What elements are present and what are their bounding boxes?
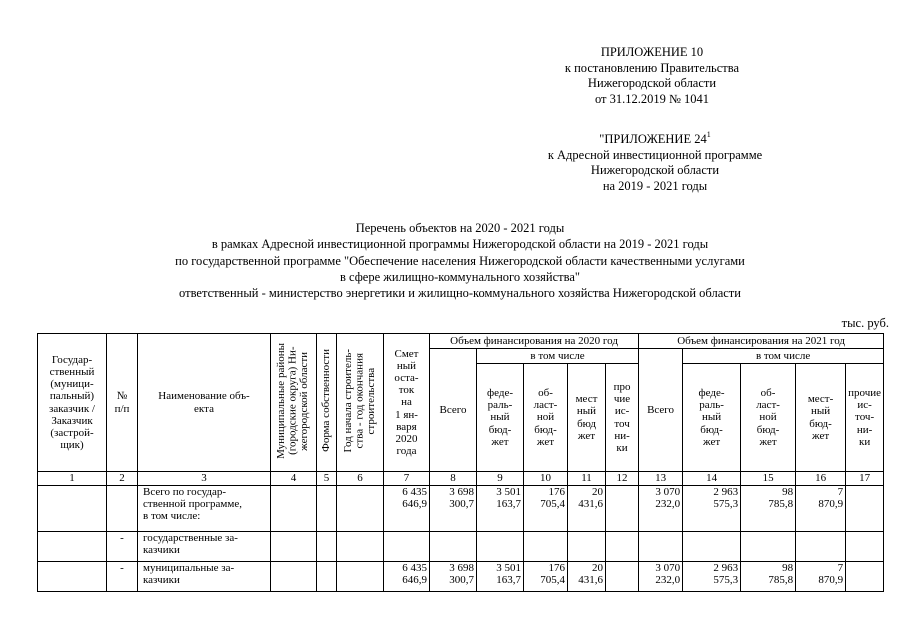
value-cell: 98 785,8 [741, 562, 796, 592]
col-header-ownership [317, 334, 337, 472]
value-cell [606, 562, 639, 592]
value-cell: 7 870,9 [796, 562, 846, 592]
col-header-federal-2021: феде- раль- ный бюд- жет [683, 364, 741, 472]
title-line: по государственной программе "Обеспечение населения Нижегородской области качественными услугами [175, 253, 745, 268]
row-name: Всего по государ- ственной программе, в том числе: [138, 486, 271, 532]
title-line: в сфере жилищно-коммунального хозяйства" [339, 269, 580, 284]
value-cell [796, 532, 846, 562]
appendix-10-header [520, 45, 784, 107]
table-cell [337, 532, 384, 562]
header-line: на 2019 - 2021 годы [602, 178, 708, 193]
value-cell [606, 532, 639, 562]
col-header-districts-text: Муниципальные районы (городские округа) Ни- жегородской области [275, 342, 311, 459]
row-number: - [107, 562, 138, 592]
value-cell [639, 532, 683, 562]
column-number: 3 [138, 472, 271, 486]
objects-table [37, 333, 884, 592]
col-header-financing-2021: Объем финансирования на 2021 год [639, 334, 884, 349]
value-cell: 3 070 232,0 [639, 562, 683, 592]
header-line: от 31.12.2019 № 1041 [594, 91, 710, 106]
value-cell [477, 532, 524, 562]
col-header-local-2021: мест- ный бюд- жет [796, 364, 846, 472]
value-cell [430, 532, 477, 562]
header-line [500, 132, 810, 148]
header-line: к постановлению Правительства [564, 60, 740, 75]
value-cell: 6 435 646,9 [384, 486, 430, 532]
header-line: Нижегородской области [590, 163, 720, 177]
value-cell: 2 963 575,3 [683, 562, 741, 592]
column-number: 1 [38, 472, 107, 486]
table-cell [337, 562, 384, 592]
table-row [38, 486, 884, 532]
column-number: 13 [639, 472, 683, 486]
column-number: 10 [524, 472, 568, 486]
column-number: 4 [271, 472, 317, 486]
value-cell [846, 532, 884, 562]
table-cell [38, 562, 107, 592]
table-cell [271, 562, 317, 592]
col-header-years-text: Год начала строитель- ства - год окончания строительства [341, 349, 377, 453]
value-cell [741, 532, 796, 562]
value-cell: 7 870,9 [796, 486, 846, 532]
col-header-years [337, 334, 384, 472]
header-line: Нижегородской области [587, 76, 717, 90]
column-number: 7 [384, 472, 430, 486]
column-number: 8 [430, 472, 477, 486]
title-line: ответственный - министерство энергетики и жилищно-коммунального хозяйства Нижегородской области [179, 286, 741, 301]
col-header-total-2020: Всего [430, 349, 477, 472]
table-cell [38, 486, 107, 532]
value-cell [846, 562, 884, 592]
header-line: ПРИЛОЖЕНИЕ 10 [600, 45, 704, 59]
column-number: 14 [683, 472, 741, 486]
value-cell [606, 486, 639, 532]
value-cell [568, 532, 606, 562]
col-header-districts [271, 334, 317, 472]
table-cell [271, 532, 317, 562]
column-number: 15 [741, 472, 796, 486]
col-header-object-name: Наименование объ- екта [138, 334, 271, 472]
header-line: к Адресной инвестиционной программе [547, 147, 763, 162]
col-header-ownership-text: Форма собственности [319, 349, 332, 453]
col-header-including-2021: в том числе [683, 349, 884, 364]
value-cell [846, 486, 884, 532]
value-cell: 6 435 646,9 [384, 562, 430, 592]
column-number: 9 [477, 472, 524, 486]
value-cell [524, 532, 568, 562]
col-header-estimated-balance: Смет ный оста- ток на 1 ян- варя 2020 года [384, 334, 430, 472]
value-cell: 3 070 232,0 [639, 486, 683, 532]
column-number: 16 [796, 472, 846, 486]
col-header-local-2020: мест ный бюд жет [568, 364, 606, 472]
value-cell: 3 501 163,7 [477, 562, 524, 592]
document-title [40, 220, 880, 301]
col-header-other-2020: про чие ис- точ ни- ки [606, 364, 639, 472]
table-row [38, 532, 884, 562]
table-cell [317, 486, 337, 532]
table-cell [317, 562, 337, 592]
col-header-financing-2020: Объем финансирования на 2020 год [430, 334, 639, 349]
table-cell [271, 486, 317, 532]
column-number: 11 [568, 472, 606, 486]
col-header-other-2021: прочие ис- точ- ни- ки [846, 364, 884, 472]
value-cell: 3 698 300,7 [430, 486, 477, 532]
table-cell [317, 532, 337, 562]
col-header-regional-2020: об- ласт- ной бюд- жет [524, 364, 568, 472]
appendix-24-superscript: 1 [706, 130, 711, 139]
title-line: Перечень объектов на 2020 - 2021 годы [355, 221, 565, 235]
row-name: муниципальные за- казчики [138, 562, 271, 592]
value-cell [683, 532, 741, 562]
value-cell: 20 431,6 [568, 486, 606, 532]
title-line: в рамках Адресной инвестиционной программы Нижегородской области на 2019 - 2021 годы [211, 237, 709, 252]
col-header-customer: Государ- ственный (муници- пальный) заказчик / Заказчик (застрой- щик) [38, 334, 107, 472]
col-header-federal-2020: феде- раль- ный бюд- жет [477, 364, 524, 472]
value-cell: 3 501 163,7 [477, 486, 524, 532]
value-cell: 2 963 575,3 [683, 486, 741, 532]
units-label: тыс. руб. [841, 316, 889, 330]
row-name: государственные за- казчики [138, 532, 271, 562]
value-cell: 20 431,6 [568, 562, 606, 592]
table-cell [38, 532, 107, 562]
col-header-regional-2021: об- ласт- ной бюд- жет [741, 364, 796, 472]
col-header-number: № п/п [107, 334, 138, 472]
value-cell: 176 705,4 [524, 486, 568, 532]
column-number: 5 [317, 472, 337, 486]
column-number: 6 [337, 472, 384, 486]
table-cell [337, 486, 384, 532]
row-number: - [107, 532, 138, 562]
header-row [38, 334, 884, 349]
appendix-24-title: "ПРИЛОЖЕНИЕ 24 [599, 132, 707, 146]
row-number [107, 486, 138, 532]
column-number: 2 [107, 472, 138, 486]
value-cell: 3 698 300,7 [430, 562, 477, 592]
column-number: 17 [846, 472, 884, 486]
col-header-total-2021: Всего [639, 349, 683, 472]
appendix-24-header [500, 132, 810, 194]
value-cell: 176 705,4 [524, 562, 568, 592]
value-cell [384, 532, 430, 562]
column-number: 12 [606, 472, 639, 486]
column-number-row [38, 472, 884, 486]
value-cell: 98 785,8 [741, 486, 796, 532]
table-row [38, 562, 884, 592]
col-header-including-2020: в том числе [477, 349, 639, 364]
